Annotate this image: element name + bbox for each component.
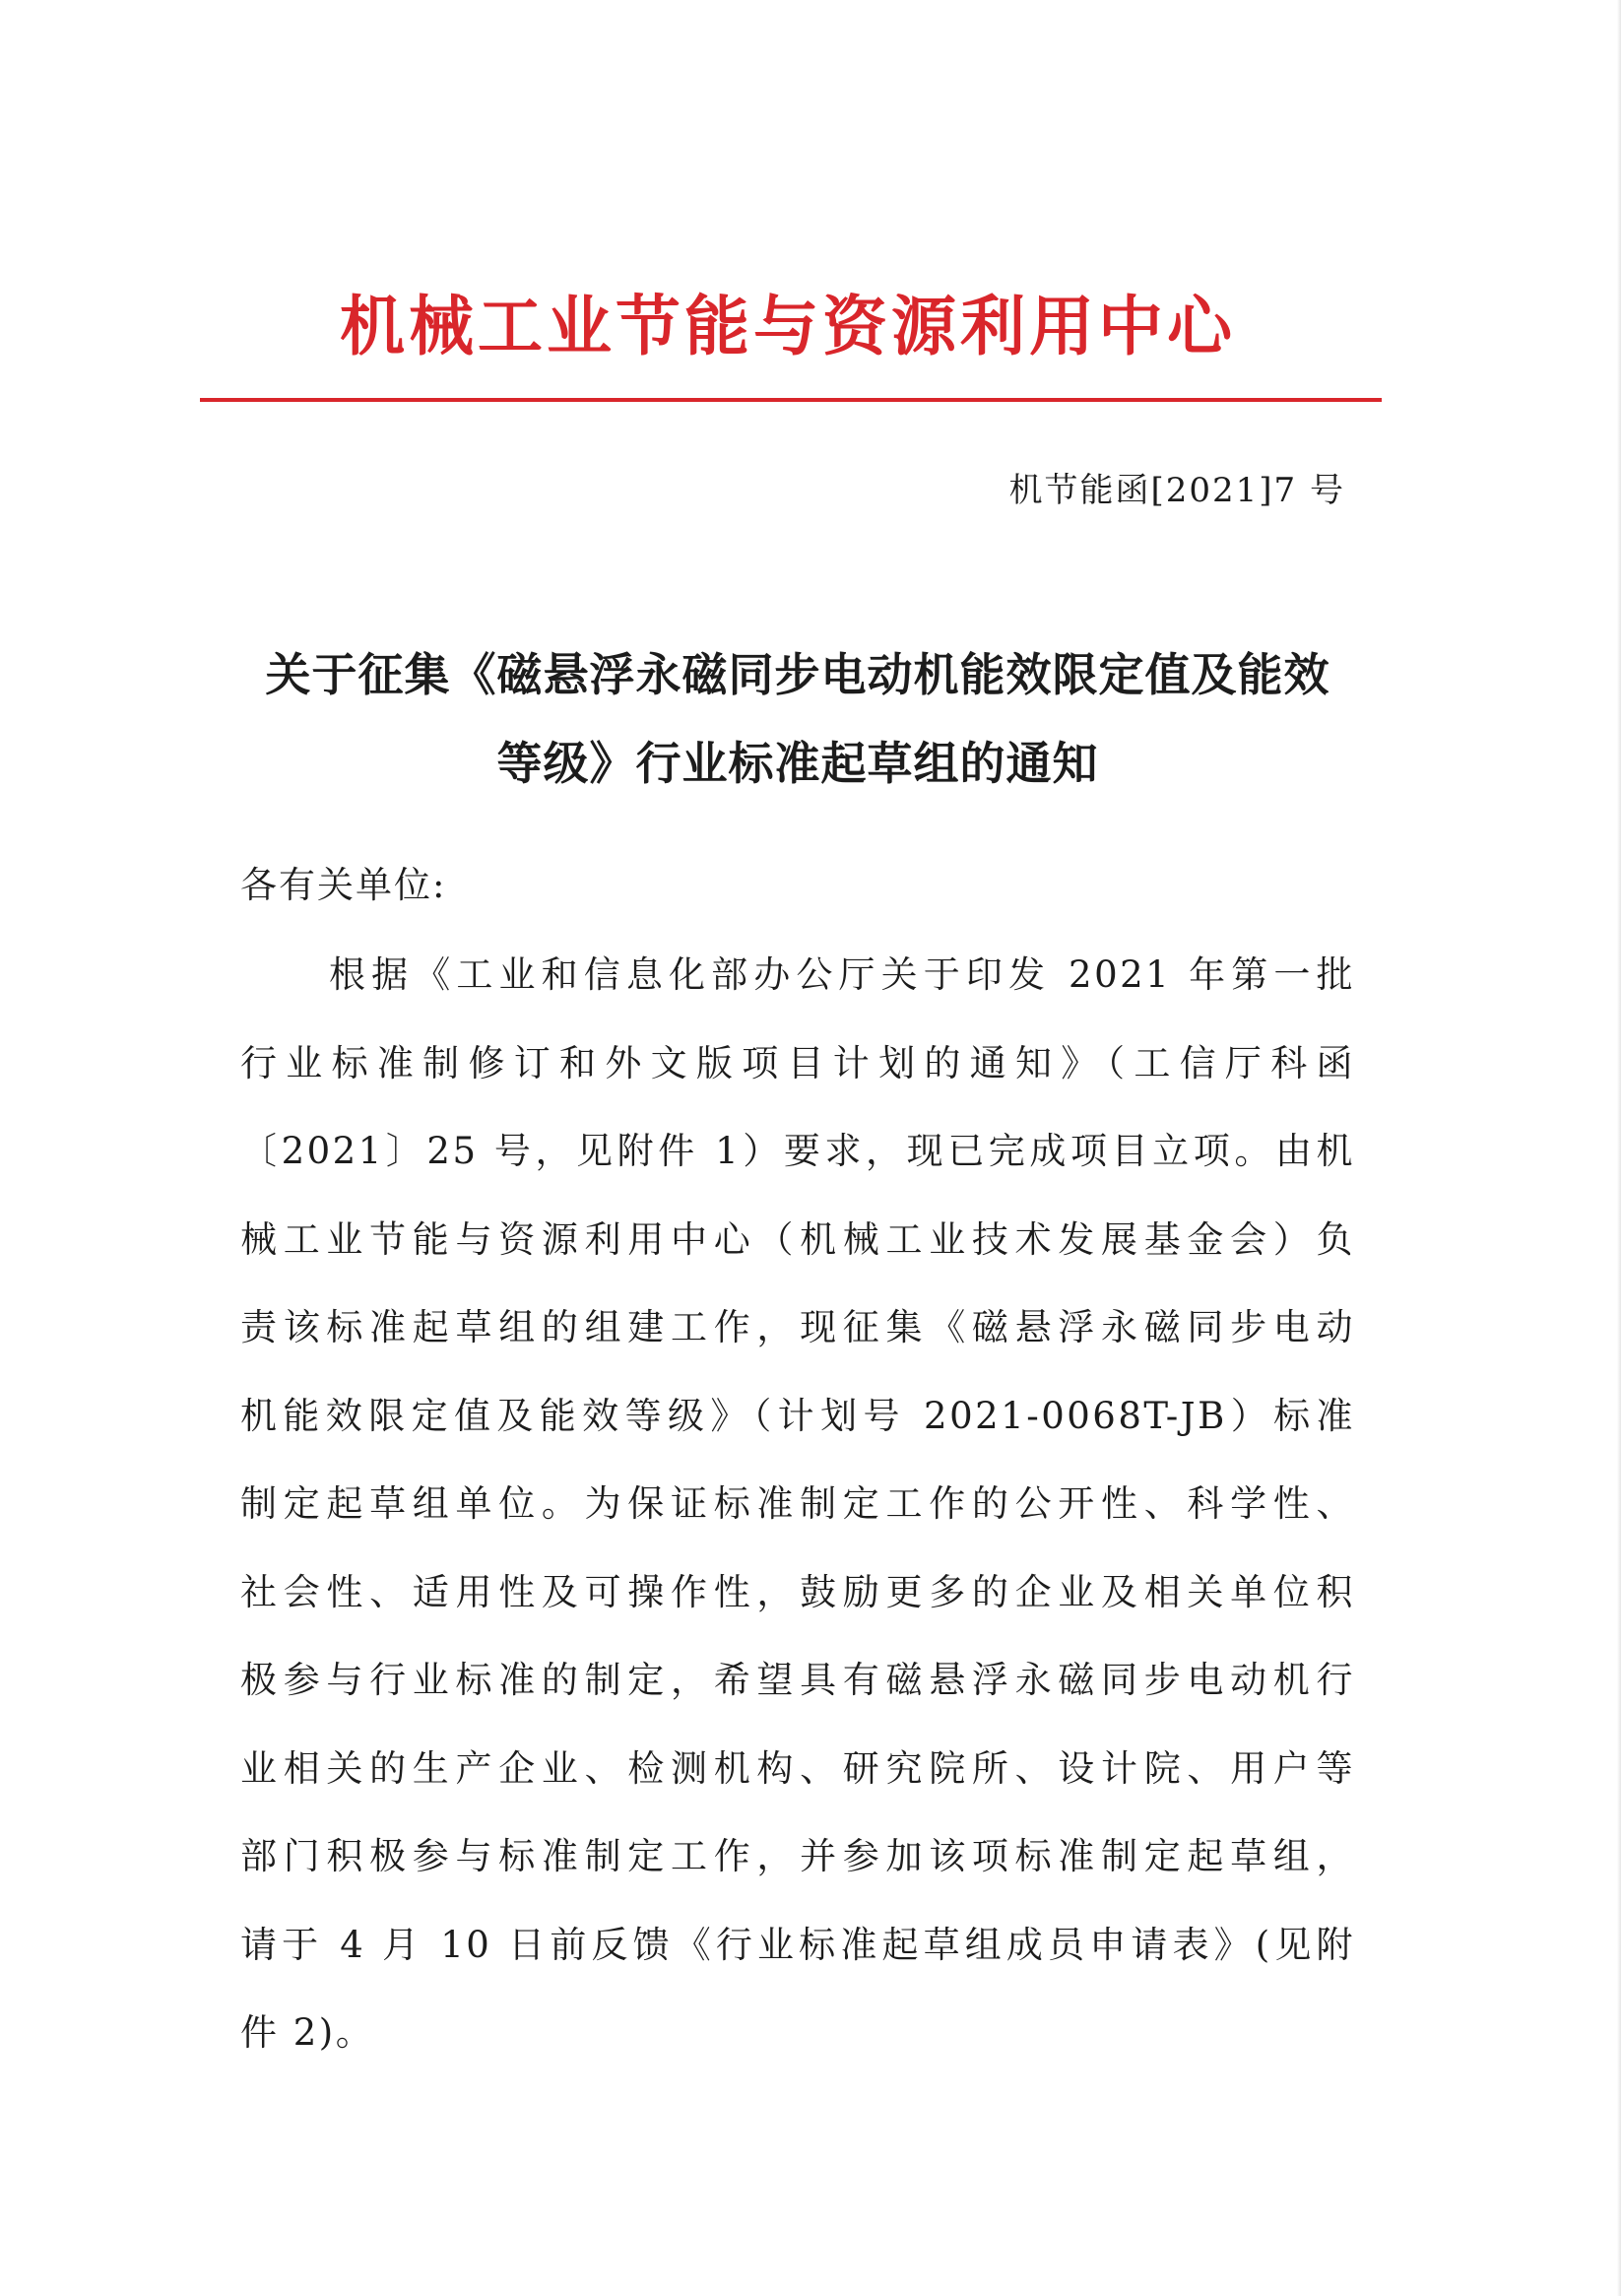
letterhead-title: 机械工业节能与资源利用中心: [340, 288, 1236, 364]
letterhead-divider: [200, 398, 1382, 402]
page-edge: [1617, 0, 1621, 2296]
document-number: 机节能函[2021]7 号: [1008, 471, 1345, 510]
body-line: 行业标准制修订和外文版项目计划的通知》（工信厅科函: [240, 1041, 1355, 1084]
body-line: 机能效限定值及能效等级》（计划号 2021-0068T-JB）标准: [240, 1394, 1355, 1437]
letterhead: [197, 266, 1379, 374]
body-line: 件 2)。: [240, 2011, 375, 2054]
document-title-line-1: 关于征集《磁悬浮永磁同步电动机能效限定值及能效: [265, 648, 1330, 701]
body-line: 社会性、适用性及可操作性，鼓励更多的企业及相关单位积: [240, 1570, 1355, 1613]
body-line: 请于 4 月 10 日前反馈《行业标准起草组成员申请表》(见附: [240, 1923, 1355, 1966]
body-line: 极参与行业标准的制定，希望具有磁悬浮永磁同步电动机行: [240, 1659, 1355, 1701]
body-line: 械工业节能与资源利用中心（机械工业技术发展基金会）负: [240, 1217, 1355, 1261]
body-line: 部门积极参与标准制定工作，并参加该项标准制定起草组，: [240, 1835, 1355, 1877]
salutation: 各有关单位:: [240, 864, 447, 906]
body-line: 制定起草组单位。为保证标准制定工作的公开性、科学性、: [240, 1482, 1355, 1525]
body-text: [240, 946, 1355, 2092]
body-line: 业相关的生产企业、检测机构、研究院所、设计院、用户等: [240, 1746, 1355, 1790]
document-title: [217, 630, 1379, 808]
document-title-line-2: 等级》行业标准起草组的通知: [496, 737, 1099, 790]
body-line: 根据《工业和信息化部办公厅关于印发 2021 年第一批: [329, 953, 1355, 996]
body-line: 责该标准起草组的组建工作，现征集《磁悬浮永磁同步电动: [240, 1306, 1355, 1348]
body-line: 〔2021〕25 号，见附件 1）要求，现已完成项目立项。由机: [240, 1130, 1355, 1172]
